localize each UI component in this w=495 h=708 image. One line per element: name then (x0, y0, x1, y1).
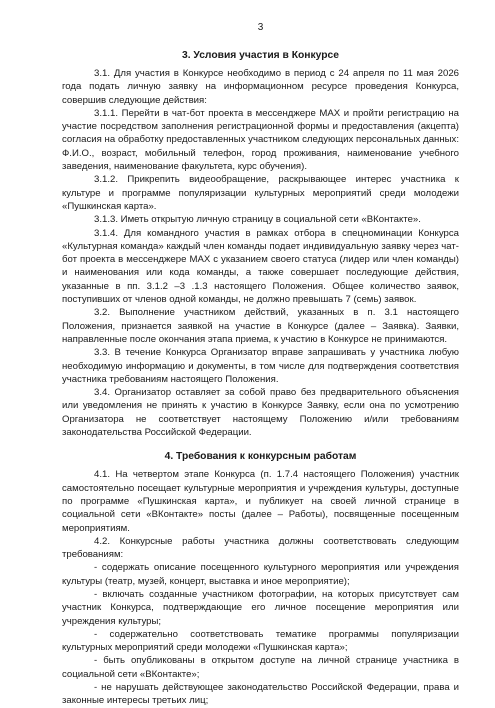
requirement-item: - не нарушать действующее законодательство Российской Федерации, права и законные интересы третьих лиц; (62, 682, 459, 707)
paragraph-4-1: 4.1. На четвертом этапе Конкурса (п. 1.7.4 настоящего Положения) участник самостоятельно посещает культурные мероприятия и учреждения культуры, доступные по программе «Пушкинская карта», и публикует на своей личной странице в социальной сети «ВКонтакте» посты (далее – Работы), посвященные посещенным мероприятиям. (62, 469, 459, 534)
paragraph-3-3: 3.3. В течение Конкурса Организатор вправе запрашивать у участника любую необходимую информацию и документы, в том числе для подтверждения соответствия участника требованиям настоящего Положения. (62, 347, 459, 385)
paragraph-3-4: 3.4. Организатор оставляет за собой право без предварительного объяснения или уведомления не принять к участию в Конкурсе Заявку, если она по усмотрению Организатора не соответствует настоящему Положению и/или требованиям законодательства Российской Федерации. (62, 387, 459, 439)
paragraph-3-1-2: 3.1.2. Прикрепить видеообращение, раскрывающее интерес участника к культуре и программе популяризации культурных мероприятий среди молодежи «Пушкинская карта». (62, 174, 459, 212)
paragraph-3-1-3: 3.1.3. Иметь открытую личную страницу в социальной сети «ВКонтакте». (94, 214, 421, 226)
section-4-heading: 4. Требования к конкурсным работам (164, 451, 357, 463)
paragraph-4-2: 4.2. Конкурсные работы участника должны соответствовать следующим требованиям: (62, 535, 459, 561)
section-3-heading: 3. Условия участия в Конкурсе (181, 50, 340, 61)
page-number: 3 (257, 22, 264, 33)
requirement-item: - содержать описание посещенного культурного мероприятия или учреждения культуры (театр, музей, концерт, выставка и иное мероприятие); (62, 562, 459, 587)
paragraph-3-1-4: 3.1.4. Для командного участия в рамках отбора в спецноминации Конкурса «Культурная команда» каждый член команды подает индивидуальную заявку через чат-бот проекта в мессенджере MAX с указанием своего статуса (лидер или член команды) и наименования или кода команды, а также совершает последующие действия, указанные в пп. 3.1.2 –3 .1.3 настоящего Положения. Общее количество заявок, поступивших от членов одной команды, не должно превышать 7 (семь) заявок. (62, 227, 459, 306)
paragraph-3-1: 3.1. Для участия в Конкурсе необходимо в период с 24 апреля по 11 мая 2026 года подать личную заявку на информационном ресурсе проведения Конкурса, совершив следующие действия: (62, 68, 459, 106)
paragraph-3-2: 3.2. Выполнение участником действий, указанных в п. 3.1 настоящего Положения, признается заявкой на участие в Конкурсе (далее – Заявка). Заявки, направленные после окончания этапа приема, к участию в Конкурсе не принимаются. (62, 307, 459, 345)
paragraph-3-1-1: 3.1.1. Перейти в чат-бот проекта в мессенджере MAX и пройти регистрацию на участие посредством заполнения регистрационной формы и предоставления (акцепта) согласия на обработку предоставленных участником следующих персональных данных: Ф.И.О., возраст, мобильный телефон, город проживания, наименование учебного заведения, наименование факультета, курс обучения). (62, 107, 459, 173)
requirement-item: - включать созданные участником фотографии, на которых присутствует сам участник Конкурса, подтверждающие его личное посещение мероприятия или учреждения культуры; (62, 588, 459, 627)
requirement-item: - быть опубликованы в открытом доступе на личной странице участника в социальной сети «ВКонтакте»; (62, 655, 459, 680)
requirement-item: - содержательно соответствовать тематике программы популяризации культурных мероприятий среди молодежи «Пушкинская карта»; (62, 628, 459, 654)
